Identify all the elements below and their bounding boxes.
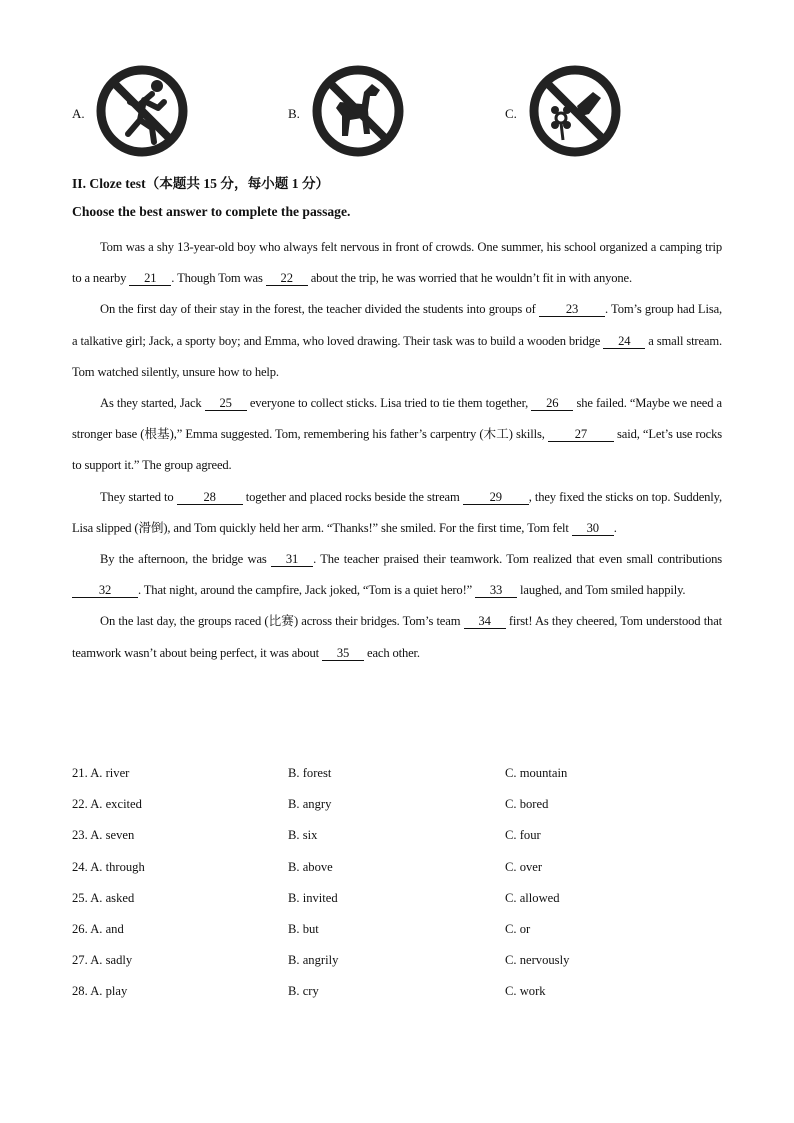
option-b[interactable]: B. cry <box>288 984 319 999</box>
option-b[interactable]: B. six <box>288 828 318 843</box>
passage <box>72 232 722 669</box>
passage-text: . Though Tom was <box>171 271 266 286</box>
option-row-28 <box>72 980 722 1011</box>
option-a[interactable]: 23. A. seven <box>72 828 135 843</box>
passage-text: On the first day of their stay in the forest, the teacher divided the students into groups of <box>100 302 539 317</box>
passage-text: Tom was a shy 13-year-old boy who always felt nervous in front of crowds. One summer, his school organized a camping trip to a nearby <box>72 240 722 286</box>
option-a[interactable]: 27. A. sadly <box>72 953 133 968</box>
option-c[interactable]: C. nervously <box>505 953 570 968</box>
blank-33[interactable]: 33 <box>475 583 517 598</box>
no-running-sign-icon <box>94 62 190 160</box>
no-picking-flowers-sign-icon <box>527 62 623 160</box>
option-row-25 <box>72 887 722 918</box>
option-c[interactable]: C. allowed <box>505 890 560 905</box>
passage-text: . <box>613 520 617 535</box>
blank-34[interactable]: 34 <box>464 614 506 629</box>
passage-text: laughed, and Tom smiled happily. <box>517 583 686 598</box>
instruction: Choose the best answer to complete the passage. <box>72 204 351 219</box>
blank-21[interactable]: 21 <box>129 271 171 286</box>
passage-text: . Tom’s group had Lisa, a talkative girl; Jack, a sporty boy; and Emma, who loved drawing. Their task was to build a wooden bridge <box>72 302 723 348</box>
option-a[interactable]: 21. A. river <box>72 766 130 780</box>
passage-text: first! As they cheered, Tom understood that teamwork wasn’t about being perfect, it was about <box>72 614 722 660</box>
option-c[interactable]: C. bored <box>505 797 549 812</box>
option-b[interactable]: B. forest <box>288 766 332 780</box>
blank-31[interactable]: 31 <box>271 552 313 567</box>
sign-options <box>0 62 794 164</box>
blank-24[interactable]: 24 <box>603 334 645 349</box>
option-row-26 <box>72 918 722 949</box>
option-b[interactable]: B. invited <box>288 890 338 905</box>
passage-text: . The teacher praised their teamwork. Tom realized that even small contributions <box>313 552 722 567</box>
passage-text: about the trip, he was worried that he wouldn’t fit in with anyone. <box>307 271 632 286</box>
option-c[interactable]: C. or <box>505 921 531 936</box>
paragraph-5 <box>72 544 722 606</box>
option-a[interactable]: 28. A. play <box>72 984 128 999</box>
paragraph-6 <box>72 606 722 668</box>
section-title: II. Cloze test（本题共 15 分，每小题 1 分） <box>72 176 330 191</box>
passage-text: On the last day, the groups raced (比赛) across their bridges. Tom’s team <box>100 614 464 629</box>
no-pets-sign-icon <box>310 62 406 160</box>
option-row-21 <box>72 762 722 793</box>
blank-35[interactable]: 35 <box>322 646 364 661</box>
answer-options <box>72 762 722 1012</box>
paragraph-4 <box>72 482 722 544</box>
option-row-27 <box>72 949 722 980</box>
passage-text: a small stream. Tom watched silently, unsure how to help. <box>72 333 722 379</box>
blank-23[interactable]: 23 <box>539 302 605 317</box>
paragraph-2 <box>72 294 722 388</box>
option-c[interactable]: C. over <box>505 859 543 874</box>
blank-22[interactable]: 22 <box>266 271 308 286</box>
paragraph-3 <box>72 388 722 482</box>
blank-26[interactable]: 26 <box>531 396 573 411</box>
blank-29[interactable]: 29 <box>463 490 529 505</box>
option-a[interactable]: 22. A. excited <box>72 797 142 812</box>
paragraph-1 <box>72 232 722 294</box>
option-b[interactable]: B. angry <box>288 797 332 812</box>
blank-32[interactable]: 32 <box>72 583 138 598</box>
option-letter-c: C. <box>505 106 517 121</box>
blank-25[interactable]: 25 <box>205 396 247 411</box>
option-letter-a: A. <box>72 106 85 121</box>
blank-30[interactable]: 30 <box>572 521 614 536</box>
passage-text: she failed. “Maybe we need a stronger base (根基),” Emma suggested. Tom, remembering his father’s carpentry (木工) skills, <box>72 396 722 442</box>
option-c[interactable]: C. work <box>505 984 546 999</box>
option-b[interactable]: B. above <box>288 859 333 874</box>
passage-text: , they fixed the sticks on top. Suddenly, Lisa slipped (滑倒), and Tom quickly held her arm. “Thanks!” she smiled. For the first time, Tom felt <box>72 489 722 535</box>
option-c[interactable]: C. mountain <box>505 766 568 780</box>
blank-27[interactable]: 27 <box>548 427 614 442</box>
passage-text: As they started, Jack <box>100 396 205 411</box>
option-a[interactable]: 25. A. asked <box>72 890 135 905</box>
option-row-24 <box>72 856 722 887</box>
option-a[interactable]: 26. A. and <box>72 921 124 936</box>
passage-text: . That night, around the campfire, Jack joked, “Tom is a quiet hero!” <box>138 583 476 598</box>
passage-text: They started to <box>100 489 177 504</box>
option-letter-b: B. <box>288 106 300 121</box>
option-c[interactable]: C. four <box>505 828 541 843</box>
passage-text: each other. <box>364 645 420 660</box>
option-row-23 <box>72 824 722 855</box>
option-a[interactable]: 24. A. through <box>72 859 145 874</box>
passage-text: together and placed rocks beside the stream <box>242 489 463 504</box>
option-b[interactable]: B. but <box>288 921 319 936</box>
option-row-22 <box>72 793 722 824</box>
passage-text: said, “Let’s use rocks to support it.” The group agreed. <box>72 427 722 473</box>
blank-28[interactable]: 28 <box>177 490 243 505</box>
passage-text: everyone to collect sticks. Lisa tried to tie them together, <box>246 396 532 411</box>
option-b[interactable]: B. angrily <box>288 953 339 968</box>
passage-text: By the afternoon, the bridge was <box>100 552 272 567</box>
